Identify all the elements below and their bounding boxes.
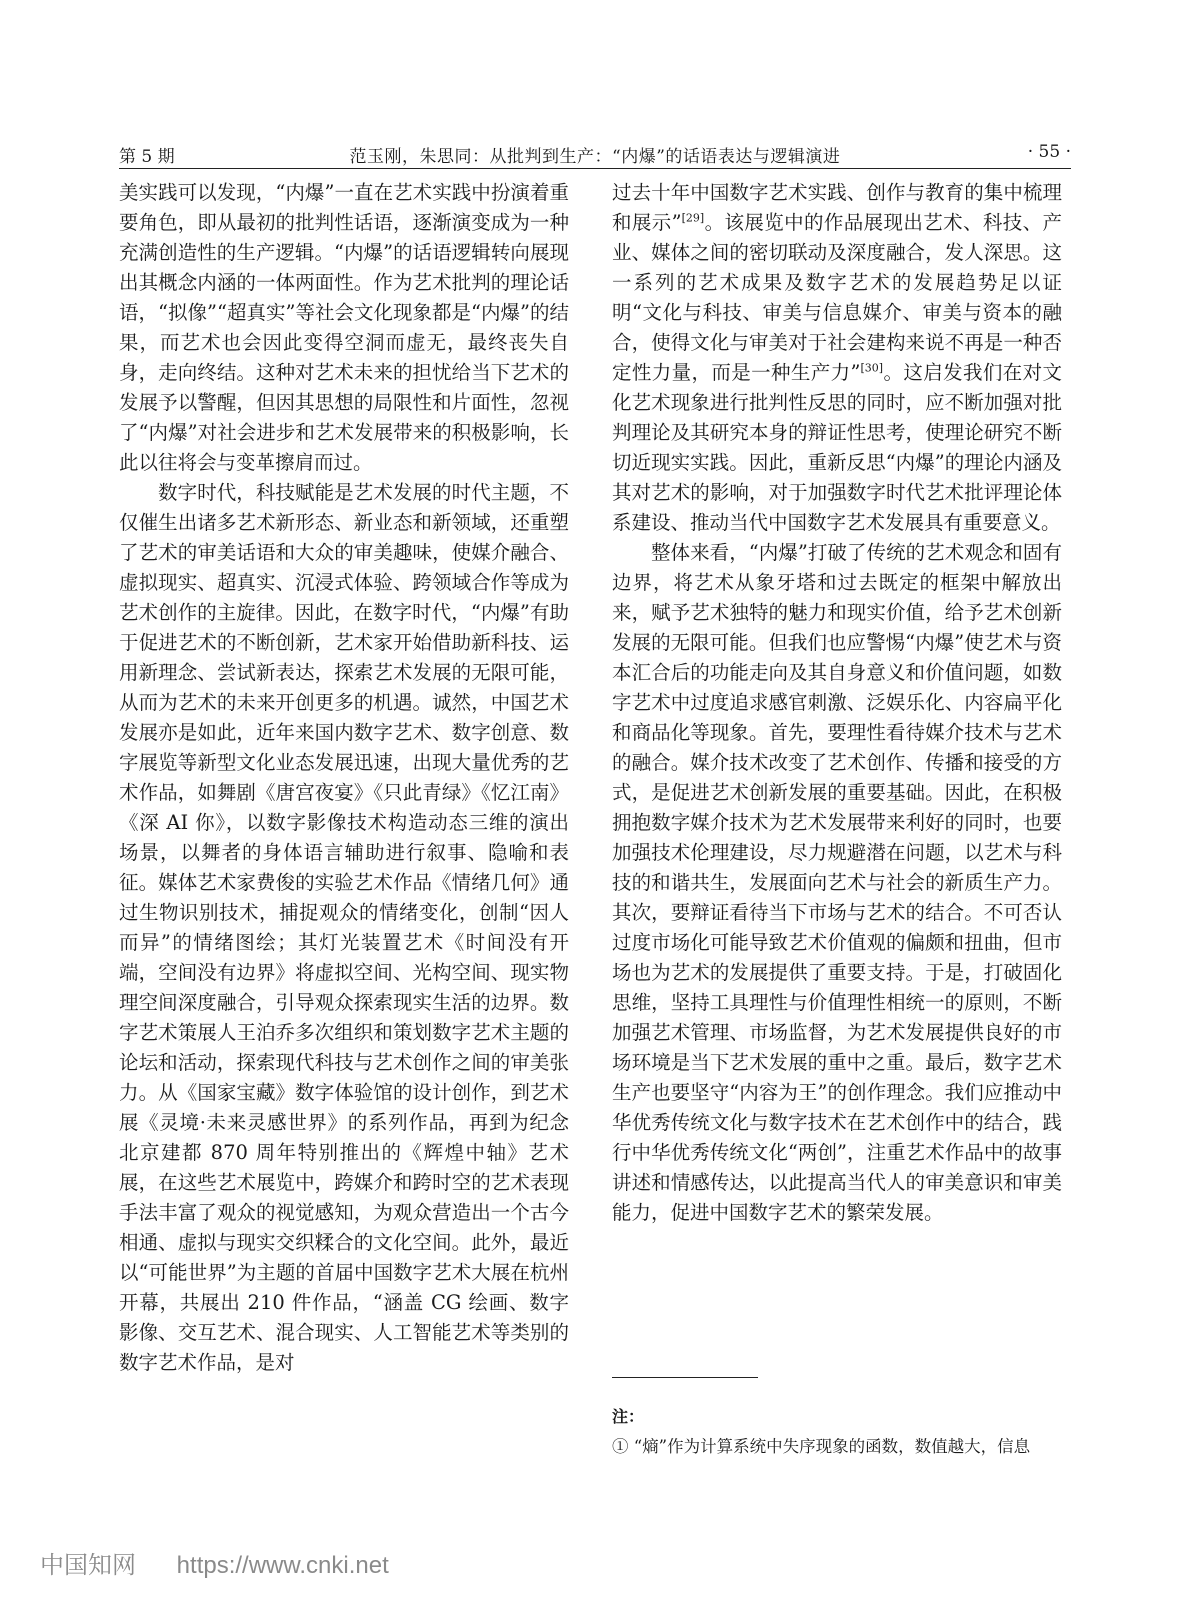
cnki-url: https://www.cnki.net	[176, 1552, 389, 1579]
left-column	[119, 178, 569, 1378]
paragraph	[612, 178, 1062, 538]
right-column	[612, 178, 1062, 1228]
page-number: · 55 ·	[1027, 142, 1071, 162]
citation-ref-29: [29]	[681, 211, 705, 225]
header-rule	[119, 168, 1071, 169]
footnote: ① “熵”作为计算系统中失序现象的函数，数值越大，信息	[612, 1437, 1031, 1456]
paragraph-text: 过去十年中国数字艺术实践、创作与教育的集中梳理和展示”	[612, 181, 1062, 234]
running-title: 范玉刚，朱思同：从批判到生产：“内爆”的话语表达与逻辑演进	[349, 147, 841, 167]
cnki-brand: 中国知网	[40, 1552, 136, 1579]
paragraph-text: 。这启发我们在对文化艺术现象进行批判性反思的同时，应不断加强对批判理论及其研究本身的辩证性思考，使理论研究不断切近现实实践。因此，重新反思“内爆”的理论内涵及其对艺术的影响，对于加强数字时代艺术批评理论体系建设、推动当代中国数字艺术发展具有重要意义。	[612, 361, 1062, 534]
paragraph: 整体来看，“内爆”打破了传统的艺术观念和固有边界，将艺术从象牙塔和过去既定的框架中解放出来，赋予艺术独特的魅力和现实价值，给予艺术创新发展的无限可能。但我们也应警惕“内爆”使艺术与资本汇合后的功能走向及其自身意义和价值问题，如数字艺术中过度追求感官刺激、泛娱乐化、内容扁平化和商品化等现象。首先，要理性看待媒介技术与艺术的融合。媒介技术改变了艺术创作、传播和接受的方式，是促进艺术创新发展的重要基础。因此，在积极拥抱数字媒介技术为艺术发展带来利好的同时，也要加强技术伦理建设，尽力规避潜在问题，以艺术与科技的和谐共生，发展面向艺术与社会的新质生产力。其次，要辩证看待当下市场与艺术的结合。不可否认过度市场化可能导致艺术价值观的偏颇和扭曲，但市场也为艺术的发展提供了重要支持。于是，打破固化思维，坚持工具理性与价值理性相统一的原则，不断加强艺术管理、市场监督，为艺术发展提供良好的市场环境是当下艺术发展的重中之重。最后，数字艺术生产也要坚守“内容为王”的创作理念。我们应推动中华优秀传统文化与数字技术在艺术创作中的结合，践行中华优秀传统文化“两创”，注重艺术作品中的故事讲述和情感传达，以此提高当代人的审美意识和审美能力，促进中国数字艺术的繁荣发展。	[612, 541, 1062, 1224]
watermark-footer	[40, 1545, 389, 1580]
notes-rule	[612, 1377, 758, 1378]
page-header	[119, 138, 1071, 168]
notes-title: 注：	[612, 1407, 645, 1426]
paragraph: 美实践可以发现，“内爆”一直在艺术实践中扮演着重要角色，即从最初的批判性话语，逐渐演变成为一种充满创造性的生产逻辑。“内爆”的话语逻辑转向展现出其概念内涵的一体两面性。作为艺术批判的理论话语，“拟像”“超真实”等社会文化现象都是“内爆”的结果，而艺术也会因此变得空洞而虚无，最终丧失自身，走向终结。这种对艺术未来的担忧给当下艺术的发展予以警醒，但因其思想的局限性和片面性，忽视了“内爆”对社会进步和艺术发展带来的积极影响，长此以往将会与变革擦肩而过。	[119, 181, 569, 474]
paragraph: 数字时代，科技赋能是艺术发展的时代主题，不仅催生出诸多艺术新形态、新业态和新领域，还重塑了艺术的审美话语和大众的审美趣味，使媒介融合、虚拟现实、超真实、沉浸式体验、跨领域合作等成为艺术创作的主旋律。因此，在数字时代，“内爆”有助于促进艺术的不断创新，艺术家开始借助新科技、运用新理念、尝试新表达，探索艺术发展的无限可能，从而为艺术的未来开创更多的机遇。诚然，中国艺术发展亦是如此，近年来国内数字艺术、数字创意、数字展览等新型文化业态发展迅速，出现大量优秀的艺术作品，如舞剧《唐宫夜宴》《只此青绿》《忆江南》《深 AI 你》，以数字影像技术构造动态三维的演出场景，以舞者的身体语言辅助进行叙事、隐喻和表征。媒体艺术家费俊的实验艺术作品《情绪几何》通过生物识别技术，捕捉观众的情绪变化，创制“因人而异”的情绪图绘；其灯光装置艺术《时间没有开端，空间没有边界》将虚拟空间、光构空间、现实物理空间深度融合，引导观众探索现实生活的边界。数字艺术策展人王泊乔多次组织和策划数字艺术主题的论坛和活动，探索现代科技与艺术创作之间的审美张力。从《国家宝藏》数字体验馆的设计创作，到艺术展《灵境·未来灵感世界》的系列作品，再到为纪念北京建都 870 周年特别推出的《辉煌中轴》艺术展，在这些艺术展览中，跨媒介和跨时空的艺术表现手法丰富了观众的视觉感知，为观众营造出一个古今相通、虚拟与现实交织糅合的文化空间。此外，最近以“可能世界”为主题的首届中国数字艺术大展在杭州开幕，共展出 210 件作品，“涵盖 CG 绘画、数字影像、交互艺术、混合现实、人工智能艺术等类别的数字艺术作品，是对	[119, 481, 569, 1374]
issue-number: 第 5 期	[119, 147, 175, 167]
paragraph-text: 。该展览中的作品展现出艺术、科技、产业、媒体之间的密切联动及深度融合，发人深思。这一系列的艺术成果及数字艺术的发展趋势足以证明“文化与科技、审美与信息媒介、审美与资本的融合，使得文化与审美对于社会建构来说不再是一种否定性力量，而是一种生产力”	[612, 211, 1062, 384]
citation-ref-30: [30]	[860, 361, 884, 375]
